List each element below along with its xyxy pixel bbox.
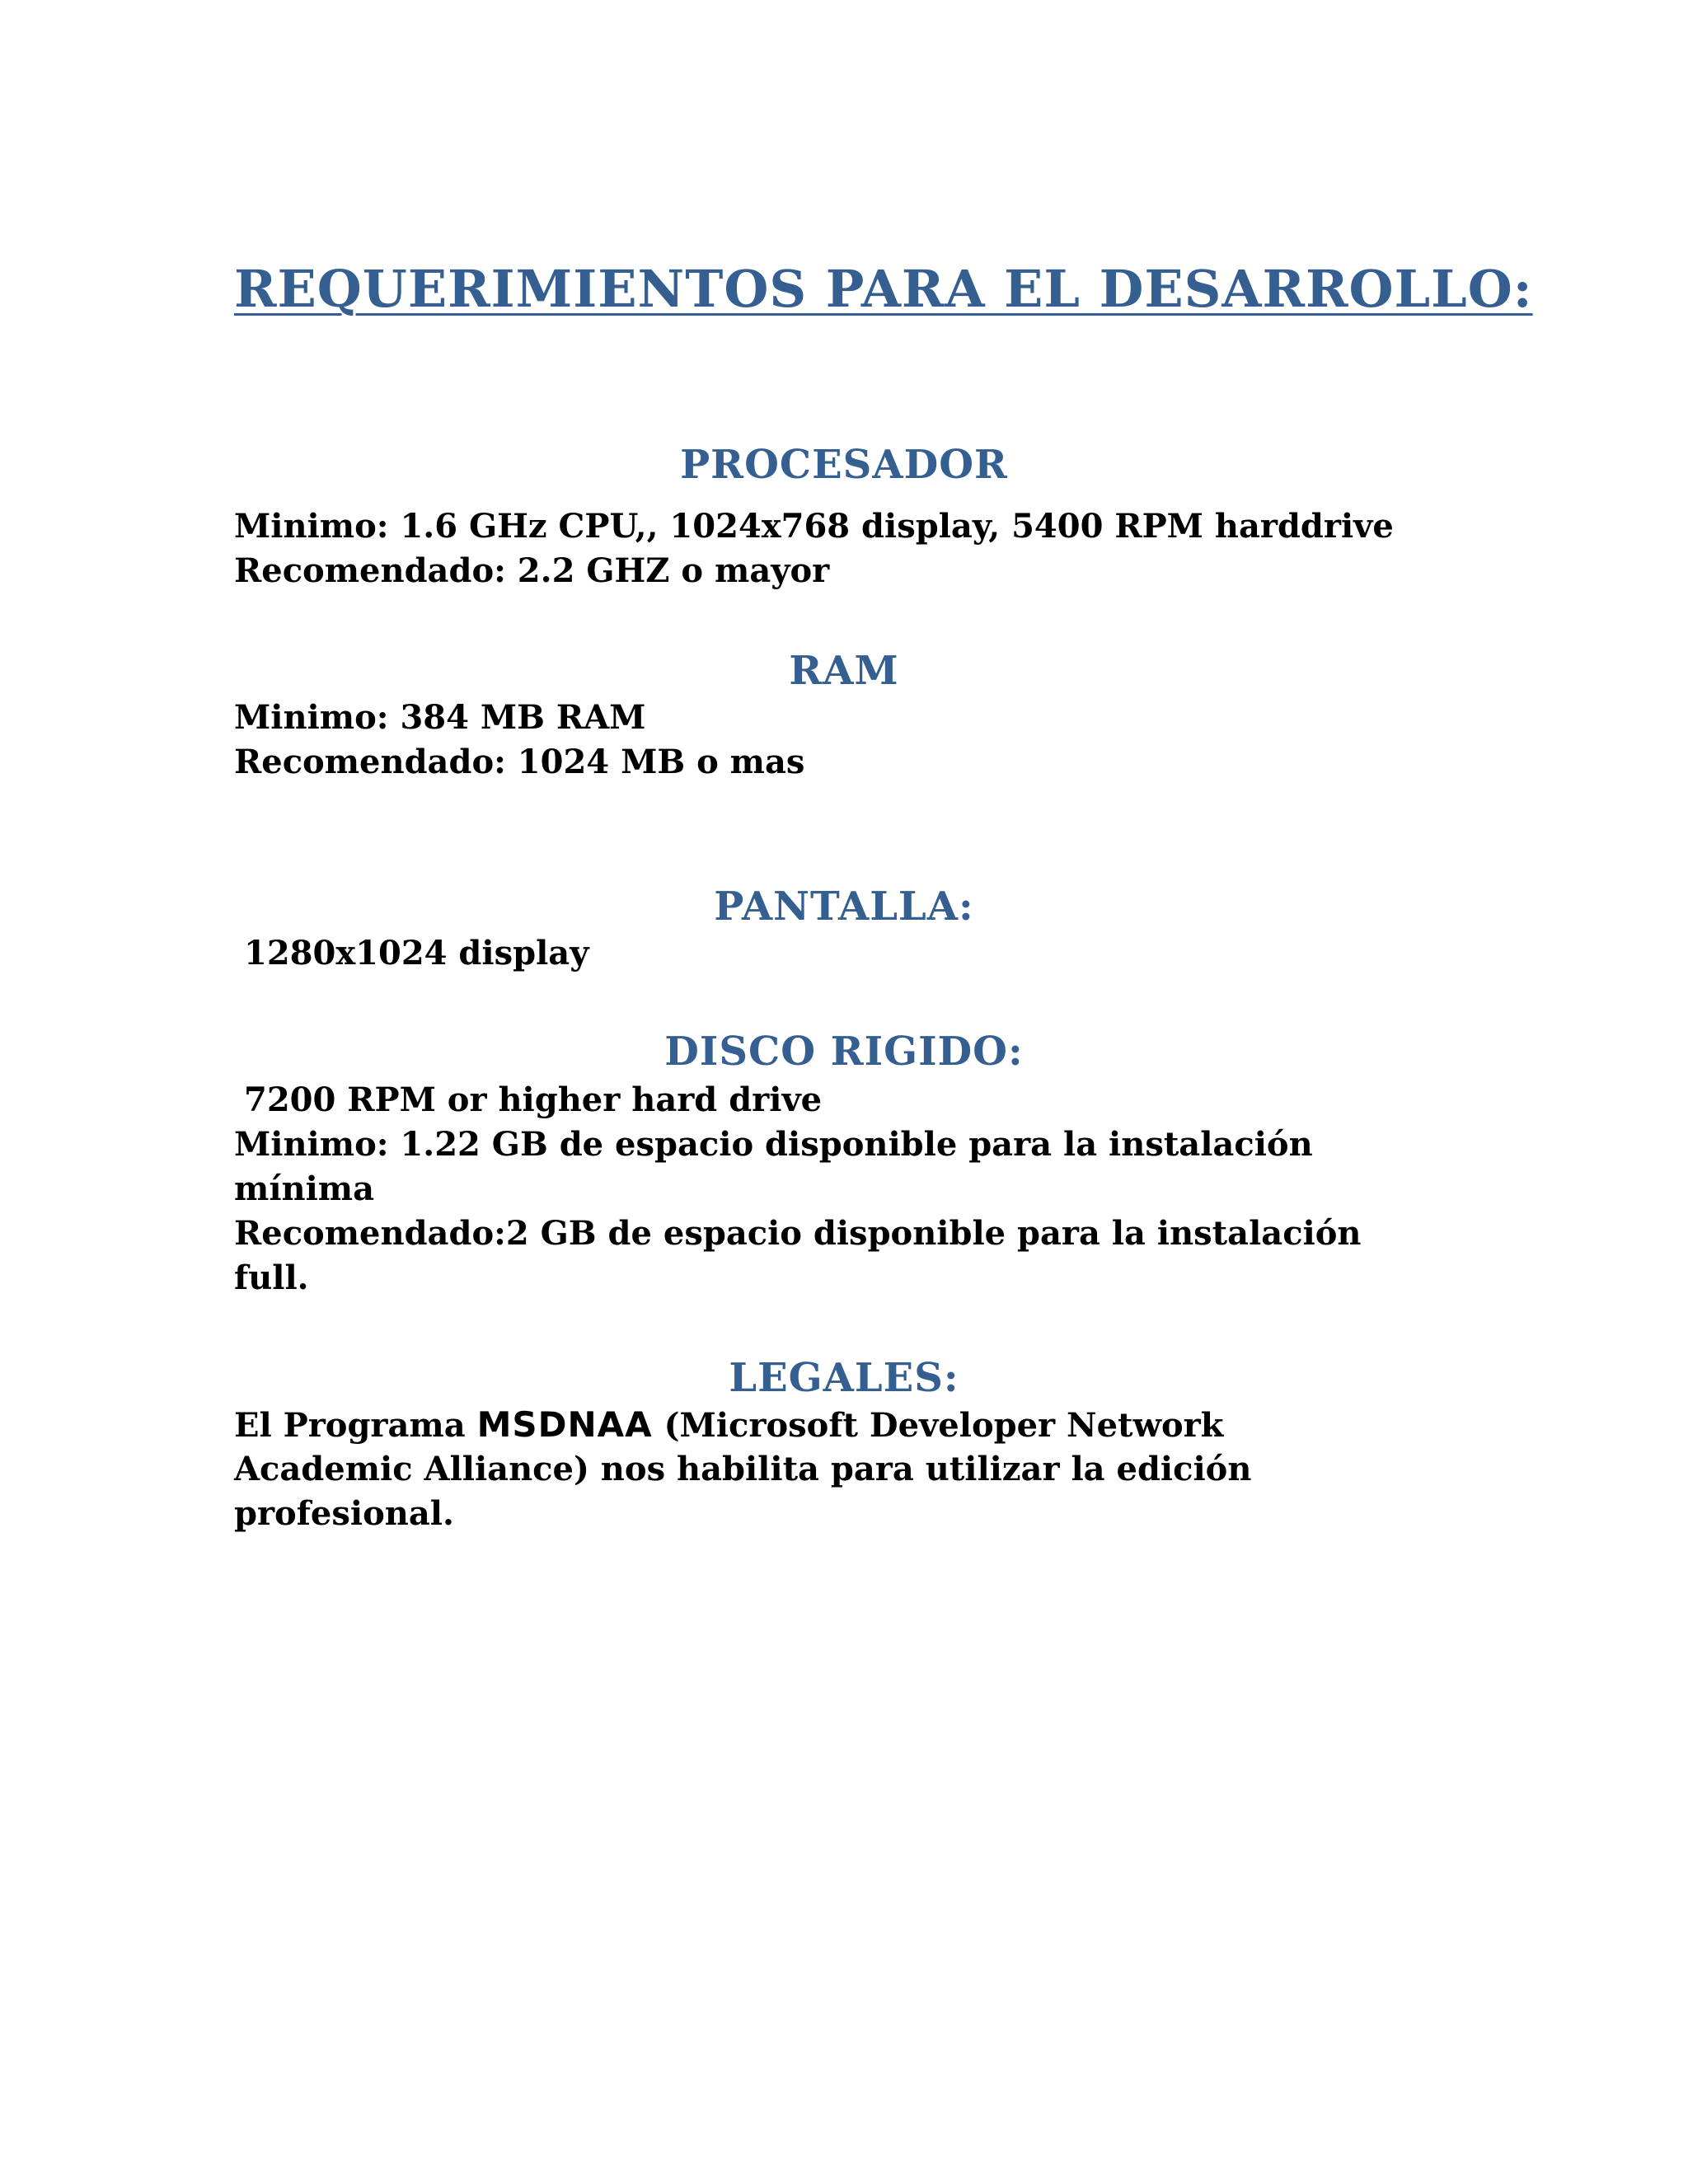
disco-minimo-cont-line: mínima (234, 1169, 375, 1208)
page-title: REQUERIMIENTOS PARA EL DESARROLLO: (234, 259, 1533, 319)
section-heading-legales: LEGALES: (729, 1355, 959, 1401)
ram-minimo-line: Minimo: 384 MB RAM (234, 698, 646, 737)
disco-rpm-line: 7200 RPM or higher hard drive (244, 1080, 823, 1119)
disco-recomendado-cont-line: full. (234, 1258, 309, 1297)
legales-expansion: (Microsoft Developer Network (663, 1406, 1224, 1445)
legales-line-2: Academic Alliance) nos habilita para utilizar la edición (234, 1450, 1252, 1488)
section-heading-ram: RAM (789, 648, 899, 694)
section-heading-disco-rigido: DISCO RIGIDO: (664, 1029, 1024, 1075)
legales-line-3: profesional. (234, 1494, 454, 1533)
procesador-minimo-line: Minimo: 1.6 GHz CPU,, 1024x768 display, 5400 RPM harddrive (234, 507, 1394, 546)
disco-recomendado-line: Recomendado:2 GB de espacio disponible para la instalación (234, 1214, 1362, 1253)
section-heading-pantalla: PANTALLA: (714, 883, 974, 930)
legales-prefix: El Programa (234, 1406, 466, 1445)
section-heading-procesador: PROCESADOR (680, 442, 1008, 488)
disco-minimo-line: Minimo: 1.22 GB de espacio disponible para la instalación (234, 1125, 1313, 1164)
legales-line-1 (234, 1403, 1223, 1448)
pantalla-display-line: 1280x1024 display (244, 934, 589, 972)
procesador-recomendado-line: Recomendado: 2.2 GHZ o mayor (234, 551, 830, 590)
ram-recomendado-line: Recomendado: 1024 MB o mas (234, 743, 805, 781)
msdnaa-acronym: MSDNAA (476, 1404, 653, 1445)
